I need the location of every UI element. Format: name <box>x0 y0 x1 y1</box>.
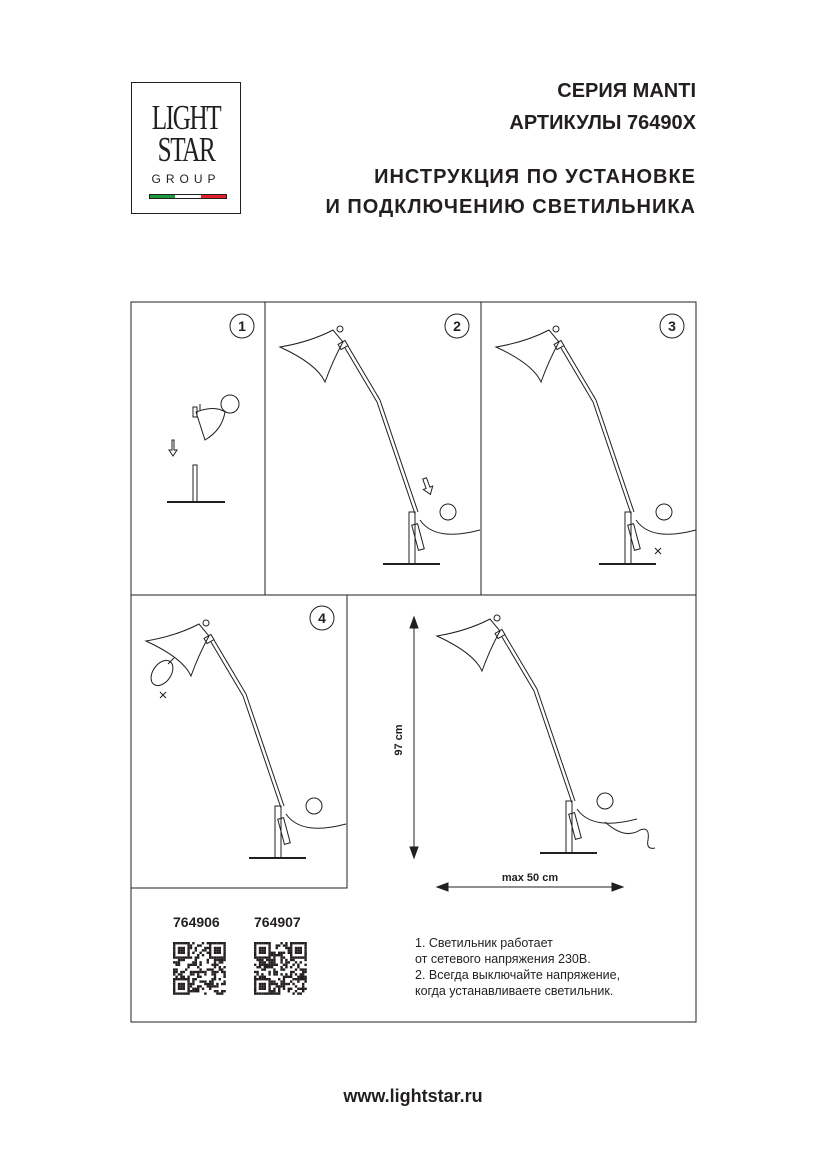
articles-title: АРТИКУЛЫ 76490X <box>509 112 696 134</box>
step-number: 1 <box>238 318 246 334</box>
height-dimension <box>410 617 418 858</box>
width-dimension <box>437 883 623 891</box>
article-code-2: 764907 <box>254 914 301 930</box>
step-number: 3 <box>668 318 676 334</box>
lamp-drawing <box>496 326 696 564</box>
lamp-drawing <box>437 615 637 853</box>
note-line: когда устанавливаете светильник. <box>415 984 614 998</box>
width-label: max 50 cm <box>501 872 559 884</box>
logo-line-3: GROUP <box>151 172 221 186</box>
note-line: от сетевого напряжения 230В. <box>415 952 591 966</box>
instruction-title-2: И ПОДКЛЮЧЕНИЮ СВЕТИЛЬНИКА <box>325 196 696 218</box>
logo-line-2: STAR <box>157 130 215 169</box>
article-code-1: 764906 <box>173 914 220 930</box>
notes <box>415 935 620 999</box>
screw-icon <box>655 548 661 554</box>
bulb-icon <box>147 656 178 698</box>
step-4-panel <box>131 595 347 888</box>
arrow-down-icon <box>420 477 435 496</box>
step-number: 2 <box>453 318 461 334</box>
website-link[interactable]: www.lightstar.ru <box>343 1086 483 1106</box>
power-cord <box>605 822 655 848</box>
lamp-drawing <box>146 620 346 858</box>
note-line: 1. Светильник работает <box>415 936 553 950</box>
height-label: 97 cm <box>393 724 405 756</box>
arrow-down-icon <box>169 440 177 456</box>
logo-line-1: LIGHT <box>151 98 221 137</box>
series-title: СЕРИЯ MANTI <box>557 80 696 102</box>
instruction-title-1: ИНСТРУКЦИЯ ПО УСТАНОВКЕ <box>374 166 696 188</box>
lamp-drawing <box>280 326 480 564</box>
note-line: 2. Всегда выключайте напряжение, <box>415 968 621 982</box>
step-number: 4 <box>318 610 326 626</box>
qr-code-icon <box>173 942 226 995</box>
step-1-parts <box>167 395 239 502</box>
qr-code-icon <box>254 942 307 995</box>
